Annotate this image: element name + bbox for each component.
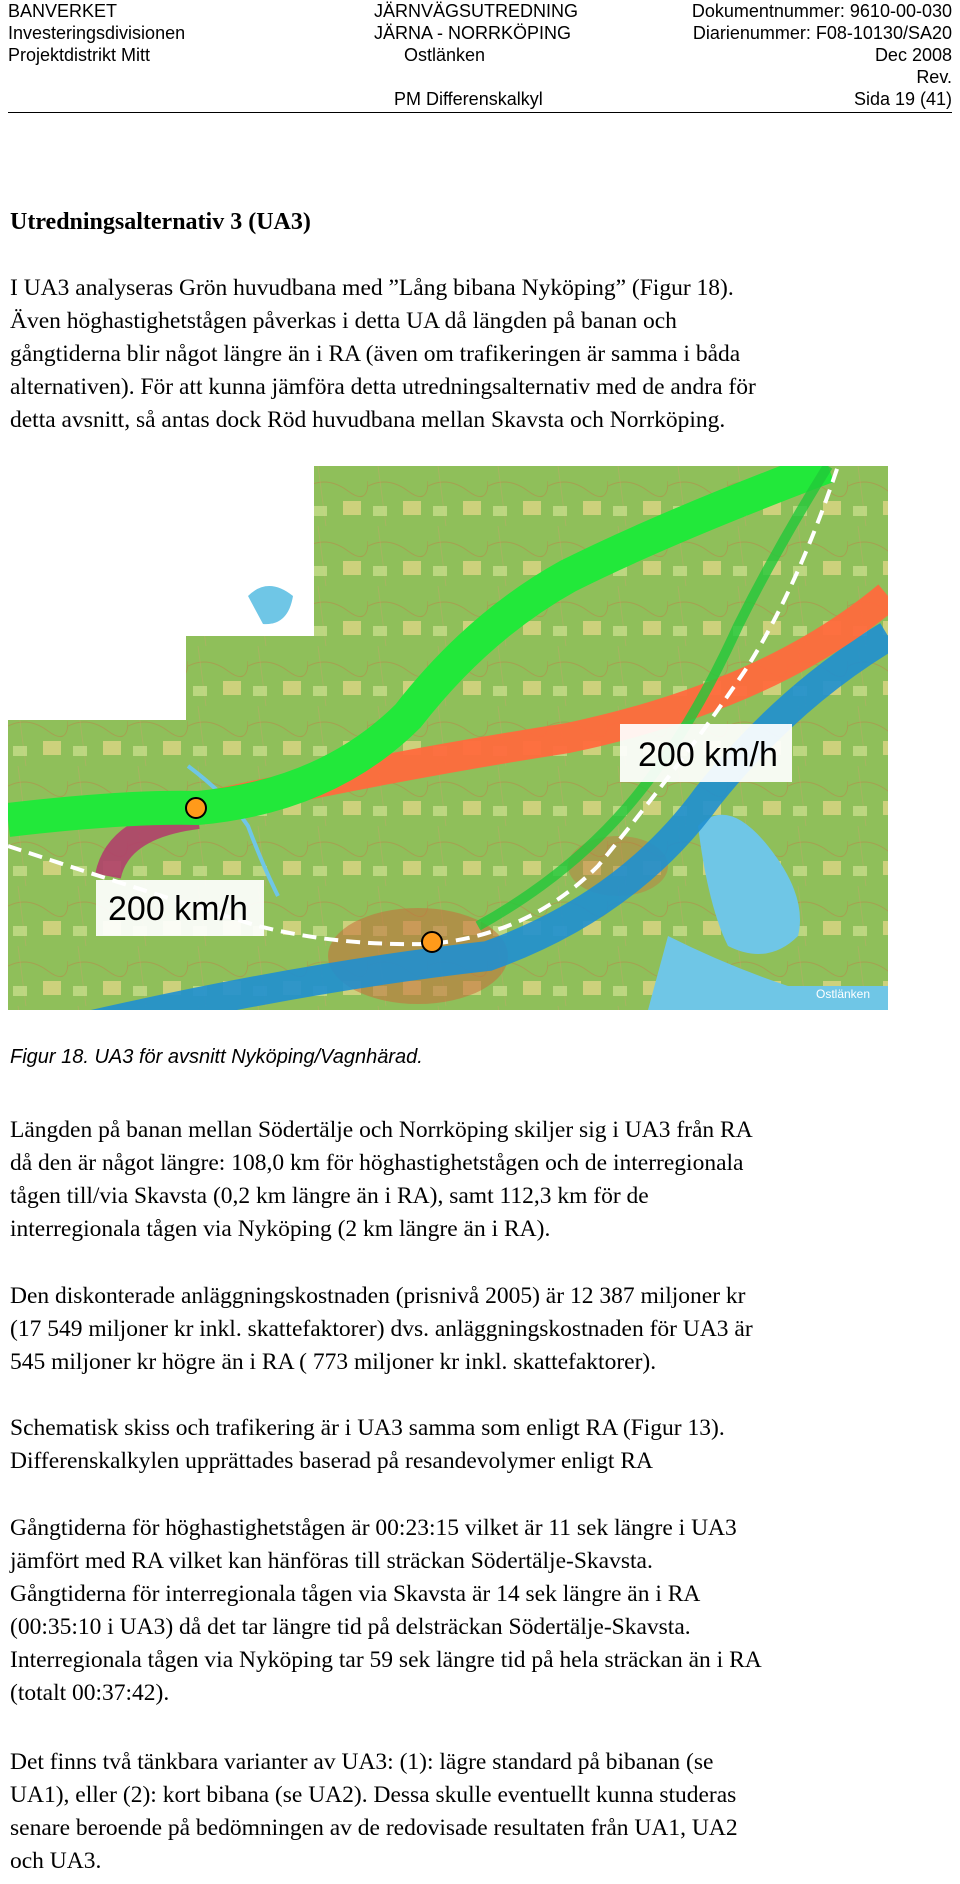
station-marker — [422, 932, 442, 952]
text-line: Det finns två tänkbara varianter av UA3: (1): lägre standard på bibanan (se — [10, 1749, 714, 1775]
text-line: Interregionala tågen via Nyköping tar 59 sek längre tid på hela sträckan än i RA — [10, 1647, 762, 1673]
text-line: (17 549 miljoner kr inkl. skattefaktorer) dvs. anläggningskostnaden för UA3 är — [10, 1316, 753, 1342]
text-line: Gångtiderna för höghastighetstågen är 00:23:15 vilket är 11 sek längre i UA3 — [10, 1515, 737, 1541]
text-line: Schematisk skiss och trafikering är i UA3 samma som enligt RA (Figur 13). — [10, 1415, 725, 1441]
route-map-figure — [8, 466, 888, 1010]
text-line: 545 miljoner kr högre än i RA ( 773 miljoner kr inkl. skattefaktorer). — [10, 1349, 657, 1375]
speed-label-upper: 200 km/h — [638, 736, 778, 774]
station-marker — [186, 798, 206, 818]
text-line: då den är något längre: 108,0 km för höghastighetstågen och de interregionala — [10, 1150, 744, 1176]
header-route: JÄRNA - NORRKÖPING — [374, 23, 572, 43]
header-org: BANVERKET — [8, 1, 118, 21]
text-line: detta avsnitt, så antas dock Röd huvudbana mellan Skavsta och Norrköping. — [10, 407, 726, 433]
text-line: I UA3 analyseras Grön huvudbana med ”Lång bibana Nyköping” (Figur 18). — [10, 275, 734, 301]
header-revision: Rev. — [916, 67, 952, 87]
body-paragraph — [10, 1412, 950, 1478]
header-divider — [8, 112, 952, 113]
body-paragraph — [10, 1512, 950, 1710]
header-study-type: JÄRNVÄGSUTREDNING — [374, 1, 579, 21]
text-line: tågen till/via Skavsta (0,2 km längre än i RA), samt 112,3 km för de — [10, 1183, 649, 1209]
header-doc-title: PM Differenskalkyl — [394, 89, 543, 109]
page-header — [8, 0, 952, 112]
header-division: Investeringsdivisionen — [8, 23, 186, 43]
figure-caption: Figur 18. UA3 för avsnitt Nyköping/Vagnhärad. — [10, 1046, 423, 1068]
body-paragraph — [10, 1280, 950, 1379]
header-doc-number: Dokumentnummer: 9610-00-030 — [691, 1, 952, 21]
text-line: jämfört med RA vilket kan hänföras till sträckan Södertälje-Skavsta. — [10, 1548, 653, 1574]
speed-label-lower: 200 km/h — [108, 890, 248, 928]
section-title: Utredningsalternativ 3 (UA3) — [10, 209, 311, 235]
header-date: Dec 2008 — [874, 45, 952, 65]
text-line: Längden på banan mellan Södertälje och Norrköping skiljer sig i UA3 från RA — [10, 1117, 753, 1143]
text-line: UA1), eller (2): kort bibana (se UA2). Dessa skulle eventuellt kunna studeras — [10, 1782, 737, 1808]
text-line: alternativen). För att kunna jämföra detta utredningsalternativ med de andra för — [10, 374, 756, 400]
text-line: gångtiderna blir något längre än i RA (även om trafikeringen är samma i båda — [10, 341, 741, 367]
header-diary-number: Diarienummer: F08-10130/SA20 — [692, 23, 952, 43]
intro-paragraph — [10, 272, 950, 437]
header-project: Ostlänken — [404, 45, 486, 65]
text-line: (totalt 00:37:42). — [10, 1680, 170, 1706]
header-page-number: Sida 19 (41) — [853, 89, 952, 109]
text-line: Gångtiderna för interregionala tågen via Skavsta är 14 sek längre än i RA — [10, 1581, 701, 1607]
body-paragraph — [10, 1746, 950, 1878]
header-district: Projektdistrikt Mitt — [8, 45, 151, 65]
map-watermark: Ostlänken — [816, 987, 871, 1001]
text-line: interregionala tågen via Nyköping (2 km längre än i RA). — [10, 1216, 551, 1242]
text-line: och UA3. — [10, 1848, 102, 1874]
text-line: (00:35:10 i UA3) då det tar längre tid på delsträckan Södertälje-Skavsta. — [10, 1614, 691, 1640]
body-paragraph — [10, 1114, 950, 1246]
text-line: Även höghastighetstågen påverkas i detta UA då längden på banan och — [10, 308, 677, 334]
text-line: senare beroende på bedömningen av de redovisade resultaten från UA1, UA2 — [10, 1815, 738, 1841]
text-line: Den diskonterade anläggningskostnaden (prisnivå 2005) är 12 387 miljoner kr — [10, 1283, 746, 1309]
text-line: Differenskalkylen upprättades baserad på resandevolymer enligt RA — [10, 1448, 653, 1474]
